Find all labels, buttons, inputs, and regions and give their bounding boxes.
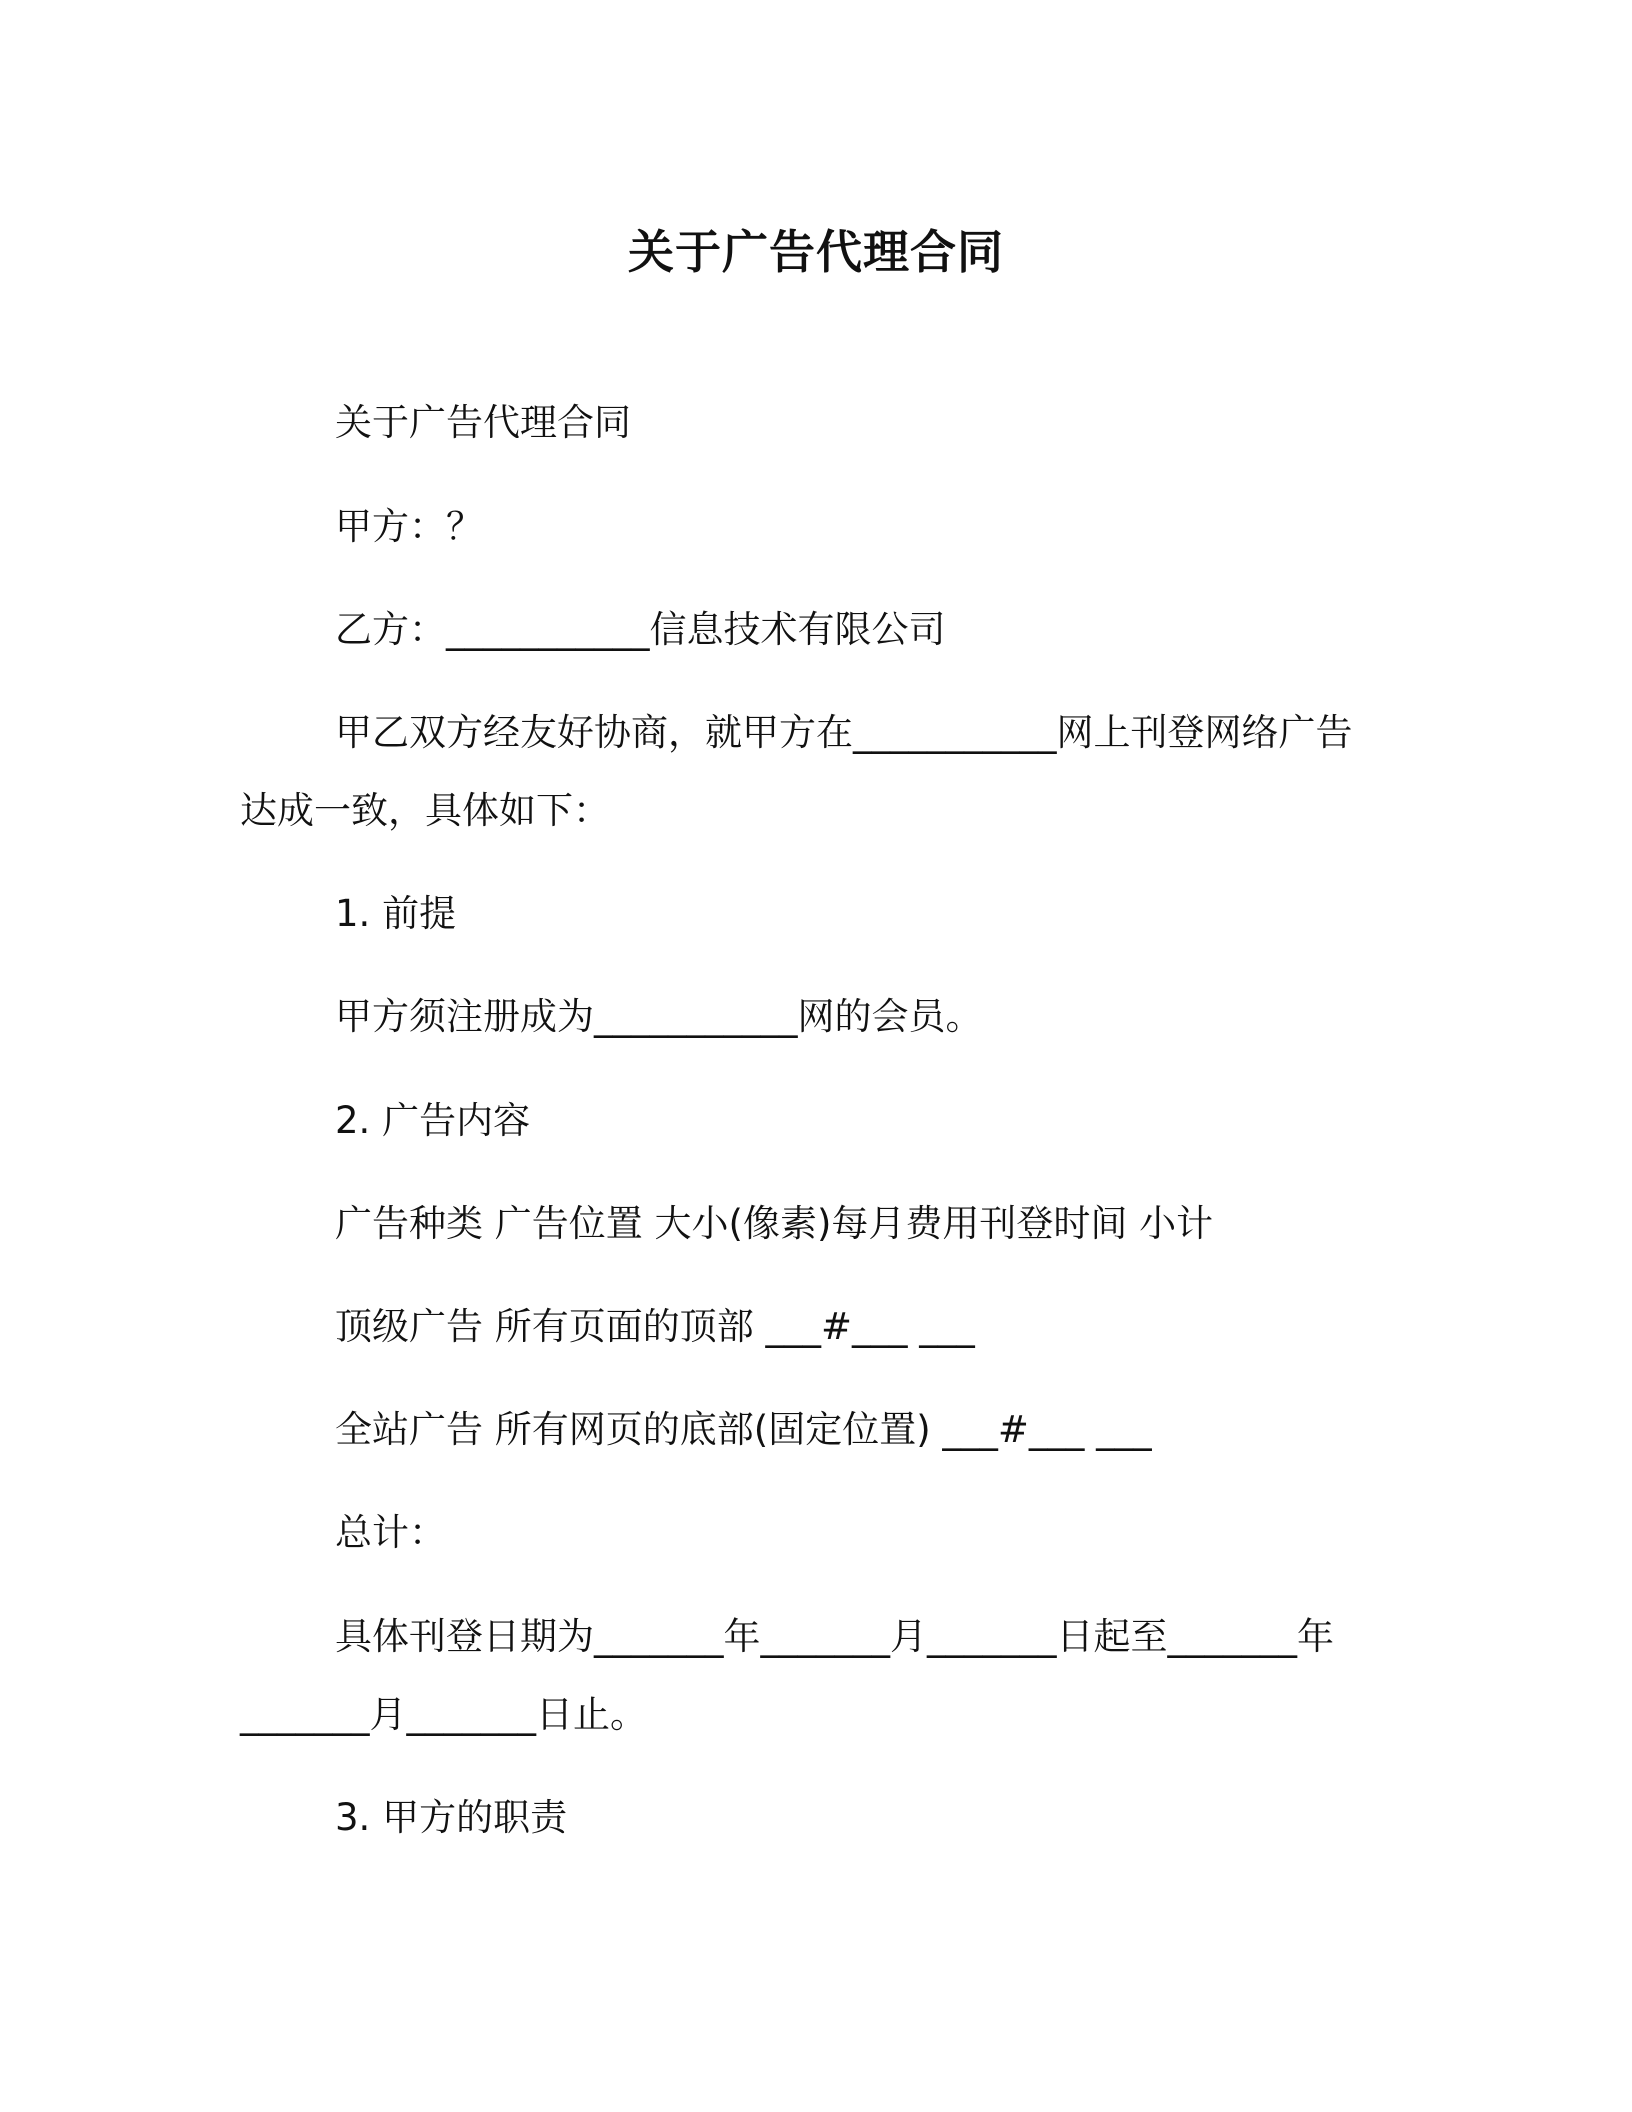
agreement-intro-line-2: 达成一致，具体如下： xyxy=(240,789,610,832)
contract-heading: 关于广告代理合同 xyxy=(335,401,631,444)
section-2-heading: 2. 广告内容 xyxy=(335,1099,531,1142)
publication-date-line-2: _______月_______日止。 xyxy=(240,1693,647,1736)
party-b-line: 乙方：___________信息技术有限公司 xyxy=(335,608,946,651)
ad-table-header: 广告种类 广告位置 大小(像素)每月费用刊登时间 小计 xyxy=(335,1202,1214,1245)
party-a-line: 甲方：？ xyxy=(335,505,483,548)
document-title: 关于广告代理合同 xyxy=(628,225,1004,279)
section-3-heading: 3. 甲方的职责 xyxy=(335,1796,568,1839)
ad-row-top: 顶级广告 所有页面的顶部 ___#___ ___ xyxy=(335,1305,975,1348)
membership-requirement: 甲方须注册成为___________网的会员。 xyxy=(335,995,983,1038)
section-1-heading: 1. 前提 xyxy=(335,892,457,935)
agreement-intro-line-1: 甲乙双方经友好协商，就甲方在___________网上刊登网络广告 xyxy=(335,711,1353,754)
publication-date-line-1: 具体刊登日期为_______年_______月_______日起至_______年 xyxy=(335,1615,1334,1658)
total-line: 总计： xyxy=(335,1511,446,1554)
ad-row-site-wide: 全站广告 所有网页的底部(固定位置) ___#___ ___ xyxy=(335,1408,1152,1451)
